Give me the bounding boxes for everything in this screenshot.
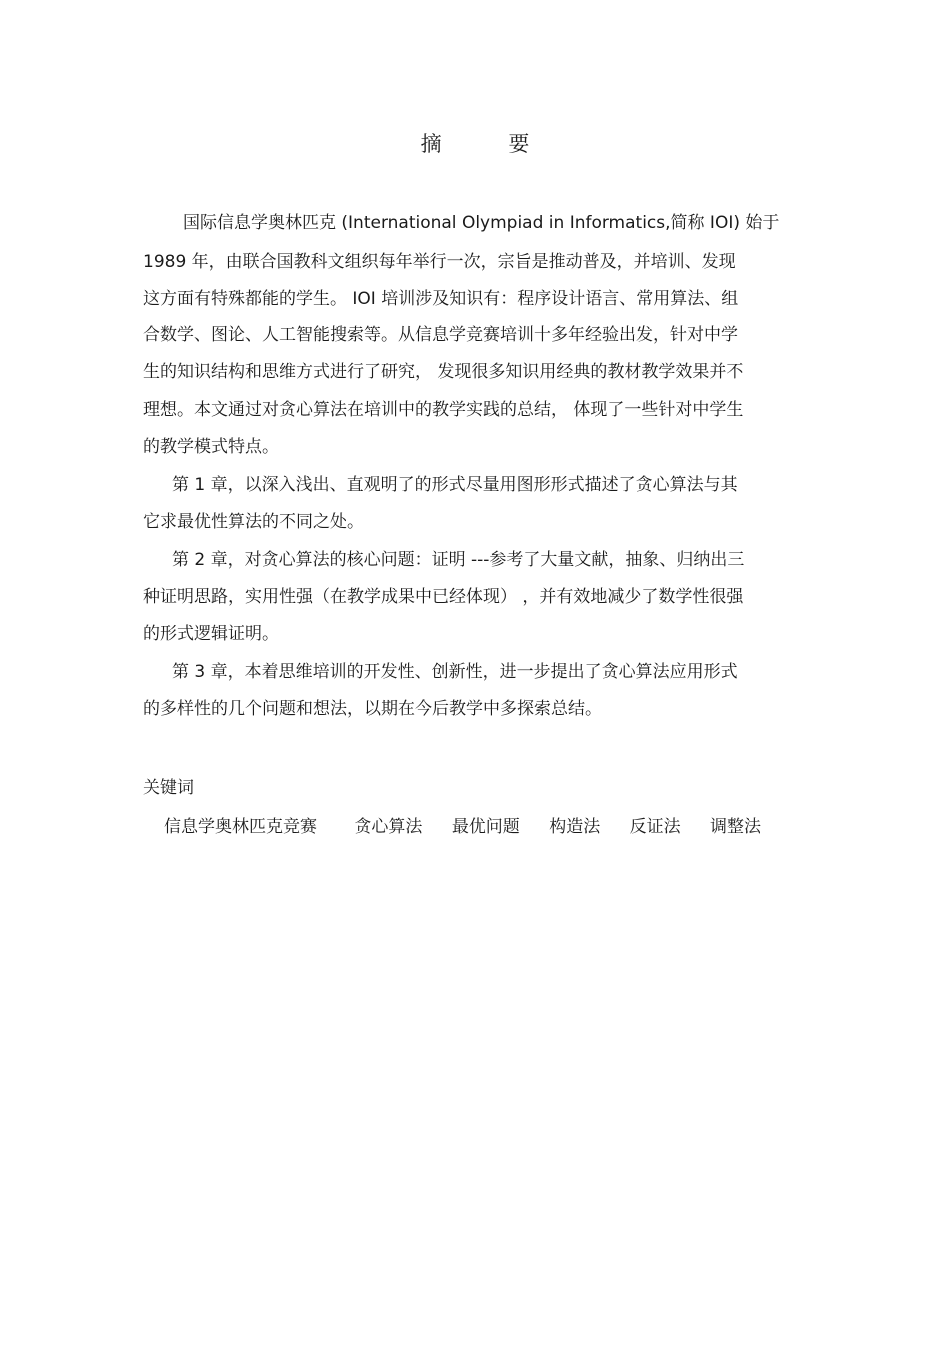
abstract-line-4: 合数学、图论、人工智能搜索等。从信息学竞赛培训十多年经验出发，针对中学 [143,325,738,345]
keyword-item: 调整法 [710,817,762,837]
chapter2-line-1: 第 2 章，对贪心算法的核心问题：证明 ---参考了大量文献，抽象、归纳出三 [172,550,745,570]
keywords-heading: 关键词 [143,778,194,798]
abstract-line-2: 1989 年，由联合国教科文组织每年举行一次，宗旨是推动普及，并培训、发现 [143,252,736,272]
chapter3-line-2: 的多样性的几个问题和想法，以期在今后教学中多探索总结。 [143,699,602,719]
abstract-line-3: 这方面有特殊都能的学生。 IOI 培训涉及知识有：程序设计语言、常用算法、组 [143,289,739,309]
chapter1-line-1: 第 1 章，以深入浅出、直观明了的形式尽量用图形形式描述了贪心算法与其 [172,475,738,495]
abstract-line-6: 理想。本文通过对贪心算法在培训中的教学实践的总结， 体现了一些针对中学生 [143,400,744,420]
abstract-line-5: 生的知识结构和思维方式进行了研究， 发现很多知识用经典的教材教学效果并不 [143,362,744,382]
page-title: 摘 要 [420,132,560,156]
keyword-item: 信息学奥林匹克竞赛 [164,817,317,837]
abstract-line-7: 的教学模式特点。 [143,437,279,457]
keyword-item: 贪心算法 [354,817,423,837]
abstract-line-1: 国际信息学奥林匹克 (International Olympiad in Informatics,简称 IOI) 始于 [183,213,780,233]
chapter3-line-1: 第 3 章，本着思维培训的开发性、创新性，进一步提出了贪心算法应用形式 [172,662,738,682]
keyword-item: 反证法 [629,817,681,837]
keywords-list [164,812,785,837]
chapter2-line-2: 种证明思路，实用性强（在教学成果中已经体现） ，并有效地减少了数学性很强 [143,587,744,607]
chapter2-line-3: 的形式逻辑证明。 [143,624,279,644]
keyword-item: 构造法 [549,817,601,837]
chapter1-line-2: 它求最优性算法的不同之处。 [143,512,364,532]
keyword-item: 最优问题 [451,817,520,837]
